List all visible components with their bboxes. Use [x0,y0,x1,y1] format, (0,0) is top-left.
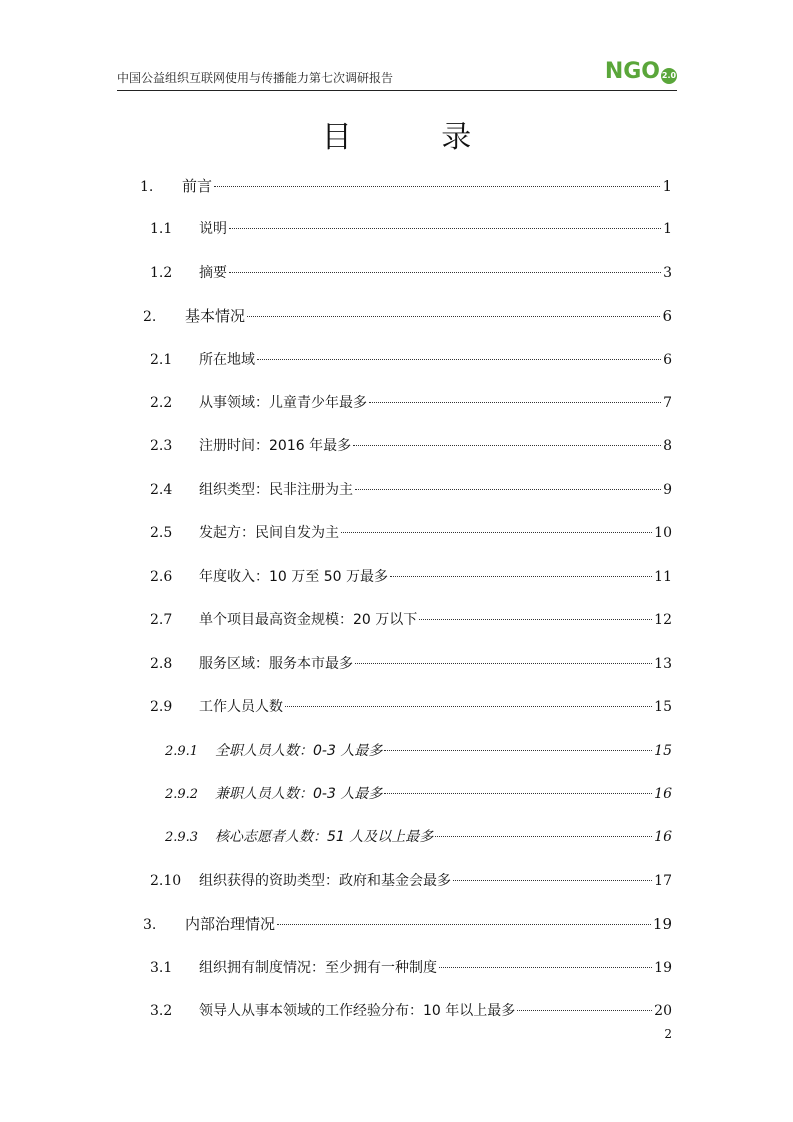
toc-entry[interactable] [150,870,672,890]
toc-leader-dots [384,749,652,751]
toc-entry-number: 2.8 [150,656,173,672]
toc-entry-label: 基本情况 [185,307,246,325]
toc-leader-dots [214,185,660,187]
toc-entry-page: 16 [654,829,672,845]
toc-entry[interactable] [165,826,672,846]
toc-title: 目 录 [321,120,512,155]
toc-entry-label: 兼职人员人数：0-3 人最多 [215,786,383,802]
toc-leader-dots [435,835,652,837]
toc-entry-label: 说明 [199,221,227,237]
toc-entry[interactable] [165,740,672,760]
logo-text: NGO [604,58,660,84]
toc-entry-page: 16 [654,786,672,802]
toc-entry-page: 19 [652,915,672,933]
toc-entry-page: 12 [654,612,672,628]
toc-entry-label: 发起方：民间自发为主 [199,525,339,541]
toc-entry-label: 工作人员人数 [199,699,283,715]
toc-leader-dots [384,792,652,794]
toc-leader-dots [257,358,661,360]
toc-entry[interactable] [140,175,672,195]
toc-entry[interactable] [150,392,672,412]
toc-entry-number: 2.10 [150,873,182,889]
toc-entry-label: 核心志愿者人数：51 人及以上最多 [215,829,434,845]
page-number: 2 [664,1027,672,1041]
toc-entry-page: 11 [654,569,672,585]
logo-badge: 2.0 [661,68,677,84]
toc-entry[interactable] [150,1000,672,1020]
toc-leader-dots [229,227,661,229]
toc-entry-label: 单个项目最高资金规模：20 万以下 [199,612,418,628]
toc-entry-page: 13 [654,656,672,672]
toc-entry-page: 10 [654,525,672,541]
toc-entry-page: 17 [654,873,672,889]
toc-entry[interactable] [165,783,672,803]
toc-entry-number: 2.9.3 [165,830,199,845]
toc-entry-number: 2. [143,309,157,325]
toc-entry-number: 2.5 [150,525,173,541]
toc-entry[interactable] [150,696,672,716]
toc-entry-page: 8 [663,438,672,454]
toc-leader-dots [517,1009,652,1011]
toc-leader-dots [369,401,661,403]
toc-leader-dots [419,618,652,620]
toc-leader-dots [247,315,660,317]
toc-entry-page: 7 [663,395,672,411]
toc-entry[interactable] [150,435,672,455]
toc-entry-label: 内部治理情况 [185,915,276,933]
toc-leader-dots [355,488,661,490]
toc-entry-page: 20 [654,1003,672,1019]
toc-leader-dots [439,966,652,968]
toc-entry-number: 2.9 [150,699,173,715]
toc-entry-label: 年度收入：10 万至 50 万最多 [199,569,388,585]
toc-entry-label: 从事领域：儿童青少年最多 [199,395,367,411]
toc-leader-dots [355,662,652,664]
toc-entry-page: 3 [663,265,672,281]
ngo-logo [605,56,677,86]
toc-entry-page: 1 [663,221,672,237]
toc-entry[interactable] [150,566,672,586]
toc-entry-label: 前言 [182,177,213,195]
toc-entry-page: 15 [654,699,672,715]
toc-entry-page: 6 [662,307,672,325]
toc-entry-number: 2.9.2 [165,787,199,802]
toc-leader-dots [285,705,652,707]
toc-entry[interactable] [150,262,672,282]
toc-leader-dots [277,923,651,925]
toc-entry-label: 全职人员人数：0-3 人最多 [215,743,383,759]
toc-entry-number: 2.1 [150,352,173,368]
toc-entry-label: 摘要 [199,265,227,281]
toc-leader-dots [453,879,652,881]
toc-entry-number: 2.2 [150,395,173,411]
toc-leader-dots [341,531,652,533]
toc-entry-label: 领导人从事本领域的工作经验分布：10 年以上最多 [199,1003,516,1019]
toc-entry-page: 15 [654,743,672,759]
toc-entry-number: 2.6 [150,569,173,585]
toc-entry-label: 服务区域：服务本市最多 [199,656,353,672]
toc-entry-number: 3.1 [150,960,173,976]
toc-entry-number: 1.2 [150,265,173,281]
toc-entry[interactable] [143,913,672,933]
report-title: 中国公益组织互联网使用与传播能力第七次调研报告 [117,71,394,85]
toc-entry-label: 组织拥有制度情况：至少拥有一种制度 [199,960,437,976]
toc-entry[interactable] [150,609,672,629]
toc-entry[interactable] [150,218,672,238]
toc-entry-number: 2.3 [150,438,173,454]
toc-entry-label: 组织获得的资助类型：政府和基金会最多 [199,873,451,889]
toc-entry-number: 3. [143,917,157,933]
toc-entry-number: 2.9.1 [165,744,199,759]
toc-entry[interactable] [150,479,672,499]
toc-leader-dots [229,271,661,273]
toc-entry-page: 6 [663,352,672,368]
toc-entry-number: 3.2 [150,1003,173,1019]
toc-entry[interactable] [150,653,672,673]
page-header [117,56,677,91]
toc-entry-label: 注册时间：2016 年最多 [199,438,352,454]
toc-entry[interactable] [150,522,672,542]
toc-entry-number: 2.7 [150,612,173,628]
toc-entry-label: 所在地域 [199,352,255,368]
toc-entry-page: 19 [654,960,672,976]
toc-entry-number: 1. [140,179,154,195]
toc-entry-label: 组织类型：民非注册为主 [199,482,353,498]
toc-entry[interactable] [150,957,672,977]
toc-entry-page: 1 [662,177,672,195]
toc-entry[interactable] [150,349,672,369]
toc-leader-dots [353,444,661,446]
toc-entry-number: 1.1 [150,221,173,237]
toc-entry[interactable] [143,305,672,325]
toc-entry-page: 9 [663,482,672,498]
toc-entry-number: 2.4 [150,482,173,498]
toc-leader-dots [390,575,652,577]
